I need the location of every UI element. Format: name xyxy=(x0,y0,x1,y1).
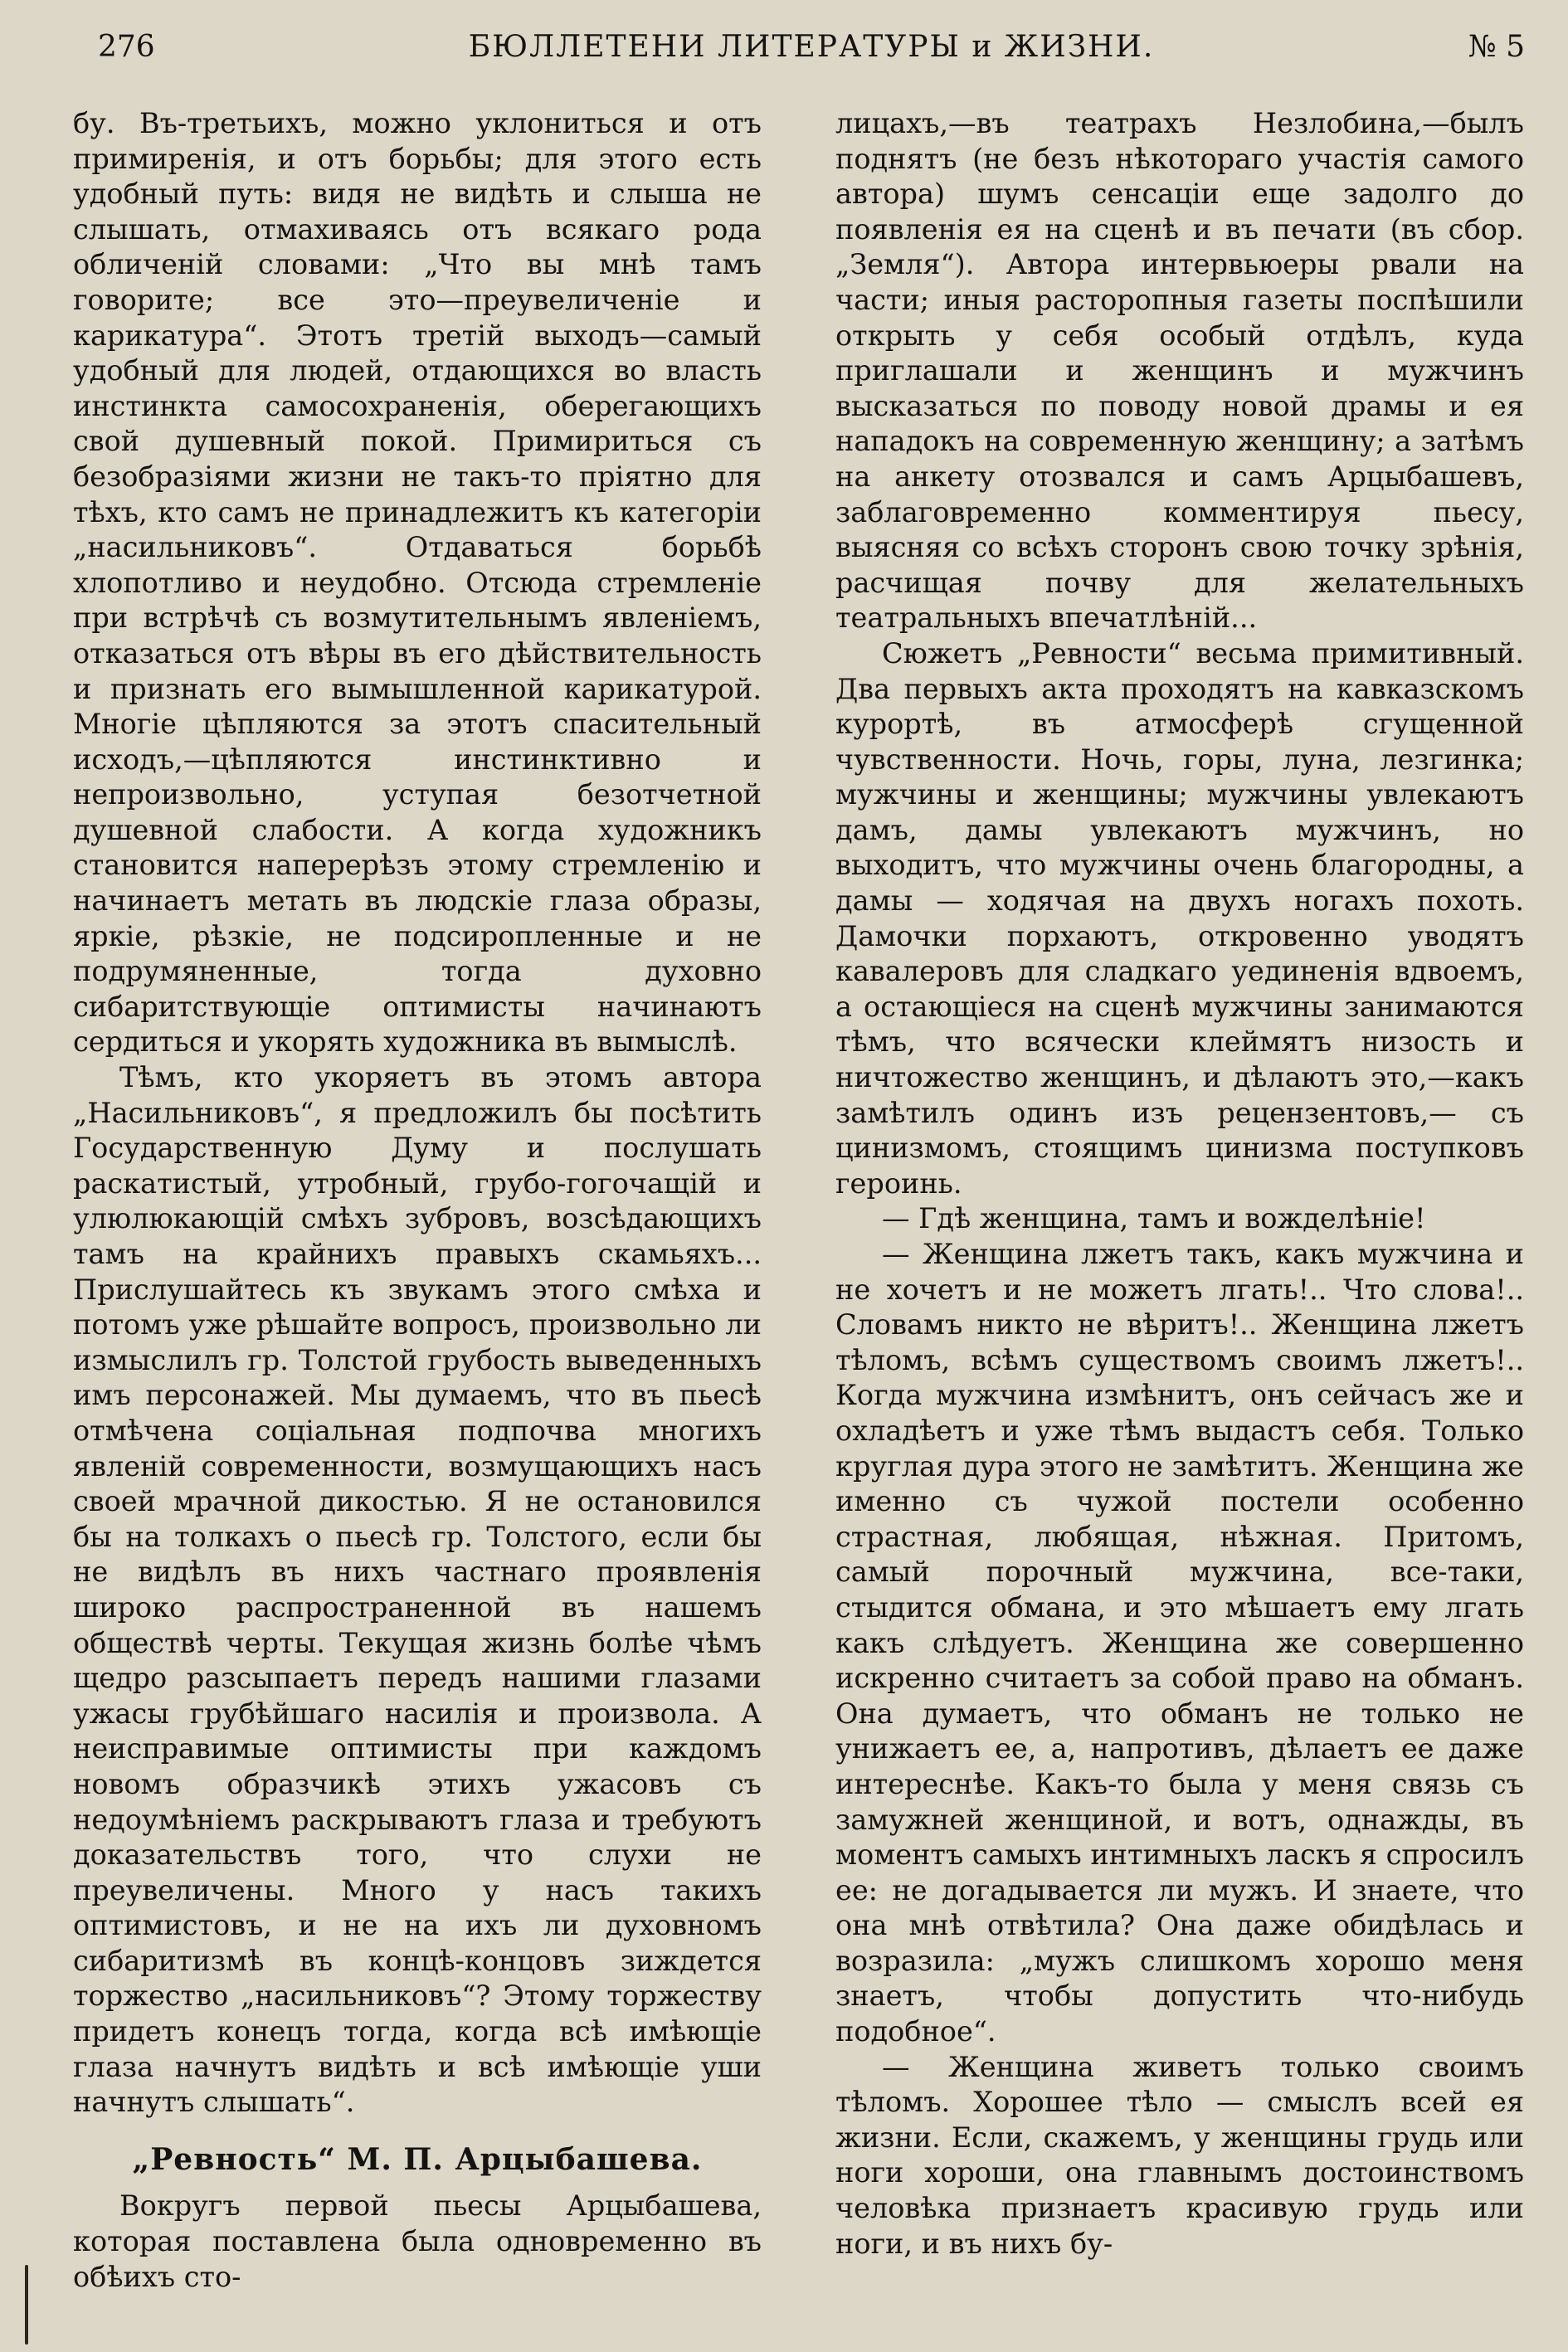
paragraph: Тѣмъ, кто укоряетъ въ этомъ автора „Насильниковъ“, я предложилъ бы посѣтить Государственную Думу и послушать раскатистый, утробный, грубо-гогочащій и улюлюкающій смѣхъ зубровъ, возсѣдающихъ тамъ на крайнихъ правыхъ скамьяхъ... Прислушайтесь къ звукамъ этого смѣха и потомъ уже рѣшайте вопросъ, произвольно ли измыслилъ гр. Толстой грубость выведенныхъ имъ персонажей. Мы думаемъ, что въ пьесѣ отмѣчена соціальная подпочва многихъ явленій современности, возмущающихъ насъ своей мрачной дикостью. Я не остановился бы на толкахъ о пьесѣ гр. Толстого, если бы не видѣлъ въ нихъ частнаго проявленія широко распространенной въ нашемъ обществѣ черты. Текущая жизнь болѣе чѣмъ щедро разсыпаетъ передъ нашими глазами ужасы грубѣйшаго насилія и произвола. А неисправимые оптимисты при каждомъ новомъ образчикѣ этихъ ужасовъ съ недоумѣніемъ раскрываютъ глаза и требуютъ доказательствъ того, что слухи не преувеличены. Много у насъ такихъ оптимистовъ, и не на ихъ ли духовномъ сибаритизмѣ въ концѣ-концовъ зиждется торжество „насильниковъ“? Этому торжеству придетъ конецъ тогда, когда всѣ имѣющіе глаза начнутъ видѣть и всѣ имѣющіе уши начнутъ слышать“. xyxy=(73,1061,762,2119)
page-number: 276 xyxy=(98,30,155,64)
left-column xyxy=(73,106,762,2295)
paragraph: — Гдѣ женщина, тамъ и вожделѣніе! xyxy=(882,1202,1426,1235)
section-heading: „Ревность“ М. П. Арцыбашева. xyxy=(132,2141,703,2177)
paragraph: бу. Въ-третьихъ, можно уклониться и отъ примиренія, и отъ борьбы; для этого есть удобный путь: видя не видѣть и слыша не слышать, отмахиваясь отъ всякаго рода обличеній словами: „Что вы мнѣ тамъ говорите; все это—преувеличеніе и карикатура“. Этотъ третій выходъ—самый удобный для людей, отдающихся во власть инстинкта самосохраненія, оберегающихъ свой душевный покой. Примириться съ безобразіями жизни не такъ-то пріятно для тѣхъ, кто самъ не принадлежитъ къ категоріи „насильниковъ“. Отдаваться борьбѣ хлопотливо и неудобно. Отсюда стремленіе при встрѣчѣ съ возмутительнымъ явленіемъ, отказаться отъ вѣры въ его дѣйствительность и признать его вымышленной карикатурой. Многіе цѣпляются за этотъ спасительный исходъ,—цѣпляются инстинктивно и непроизвольно, уступая безотчетной душевной слабости. А когда художникъ становится наперерѣзъ этому стремленію и начинаетъ метать въ людскіе глаза образы, яркіе, рѣзкіе, не подсиропленные и не подрумяненные, тогда духовно сибаритствующіе оптимисты начинаютъ сердиться и укорять художника въ вымыслѣ. xyxy=(73,107,762,1059)
paragraph: Вокругъ первой пьесы Арцыбашева, которая поставлена была одновременно въ обѣихъ сто- xyxy=(73,2189,762,2293)
paragraph: — Женщина лжетъ такъ, какъ мужчина и не хочетъ и не можетъ лгать!.. Что слова!.. Словамъ никто не вѣритъ!.. Женщина лжетъ тѣломъ, всѣмъ существомъ своимъ лжетъ!.. Когда мужчина измѣнитъ, онъ сейчасъ же и охладѣетъ и уже тѣмъ выдастъ себя. Только круглая дура этого не замѣтитъ. Женщина же именно съ чужой постели особенно страстная, любящая, нѣжная. Притомъ, самый порочный мужчина, все-таки, стыдится обмана, и это мѣшаетъ ему лгать какъ слѣдуетъ. Женщина же совершенно искренно считаетъ за собой право на обманъ. Она думаетъ, что обманъ не только не унижаетъ ее, а, напротивъ, дѣлаетъ ее даже интереснѣе. Какъ-то была у меня связь съ замужней женщиной, и вотъ, однажды, въ моментъ самыхъ интимныхъ ласкъ я спросилъ ее: не догадывается ли мужъ. И знаете, что она мнѣ отвѣтила? Она даже обидѣлась и возразила: „мужъ слишкомъ хорошо меня знаетъ, чтобы допустить что-нибудь подобное“. xyxy=(835,1238,1524,2048)
paragraph: — Женщина живетъ только своимъ тѣломъ. Хорошее тѣло — смыслъ всей ея жизни. Если, скажемъ, у женщины грудь или ноги хороши, она главнымъ достоинствомъ человѣка признаетъ красивую грудь или ноги, и въ нихъ бу- xyxy=(835,2050,1524,2260)
margin-mark xyxy=(25,2265,28,2345)
page-header xyxy=(98,22,1525,71)
issue-number: № 5 xyxy=(1468,30,1525,64)
paragraph: Сюжетъ „Ревности“ весьма примитивный. Два первыхъ акта проходятъ на кавказскомъ курортѣ, въ атмосферѣ сгущенной чувственности. Ночь, горы, луна, лезгинка; мужчины и женщины; мужчины увлекаютъ дамъ, дамы увлекаютъ мужчинъ, но выходитъ, что мужчины очень благородны, а дамы — ходячая на двухъ ногахъ похоть. Дамочки порхаютъ, откровенно уводятъ кавалеровъ для сладкаго уединенія вдвоемъ, а остающіеся на сценѣ мужчины занимаются тѣмъ, что всячески клеймятъ низость и ничтожество женщинъ, и дѣлаютъ это,—какъ замѣтилъ одинъ изъ рецензентовъ,— съ цинизмомъ, стоящимъ цинизма поступковъ героинь. xyxy=(835,636,1524,1200)
running-title: БЮЛЛЕТЕНИ ЛИТЕРАТУРЫ и ЖИЗНИ. xyxy=(468,30,1155,64)
paragraph: лицахъ,—въ театрахъ Незлобина,—былъ поднятъ (не безъ нѣкотораго участія самого автора) шумъ сенсаціи еще задолго до появленія ея на сценѣ и въ печати (въ сбор. „Земля“). Автора интервьюеры рвали на части; иныя расторопныя газеты поспѣшили открыть у себя особый отдѣлъ, куда приглашали и женщинъ и мужчинъ высказаться по поводу новой драмы и ея нападокъ на современную женщину; а затѣмъ на анкету отозвался и самъ Арцыбашевъ, заблаговременно комментируя пьесу, выясняя со всѣхъ сторонъ свою точку зрѣнія, расчищая почву для желательныхъ театральныхъ впечатлѣній... xyxy=(835,107,1524,635)
right-column xyxy=(835,106,1524,2262)
